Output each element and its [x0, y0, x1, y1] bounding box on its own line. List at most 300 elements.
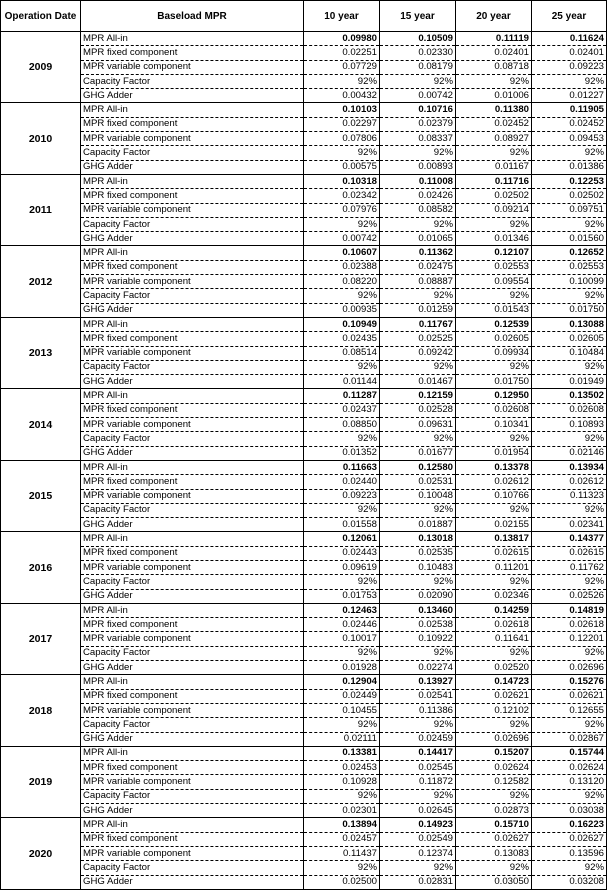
value-cell: 0.07976 — [304, 203, 380, 217]
value-cell: 0.11905 — [532, 103, 607, 117]
value-cell: 0.10017 — [304, 632, 380, 646]
row-label: MPR variable component — [81, 703, 304, 717]
table-row — [1, 632, 607, 646]
value-cell: 0.02452 — [456, 117, 532, 131]
value-cell: 0.02645 — [380, 804, 456, 818]
value-cell: 0.13502 — [532, 389, 607, 403]
value-cell: 92% — [532, 432, 607, 446]
row-label: MPR fixed component — [81, 475, 304, 489]
row-label: GHG Adder — [81, 875, 304, 889]
value-cell: 0.11663 — [304, 460, 380, 474]
row-label: MPR variable component — [81, 418, 304, 432]
row-label: GHG Adder — [81, 661, 304, 675]
value-cell: 0.02627 — [532, 832, 607, 846]
value-cell: 0.13120 — [532, 775, 607, 789]
value-cell: 0.01677 — [380, 446, 456, 460]
value-cell: 0.10509 — [380, 32, 456, 46]
value-cell: 0.09223 — [532, 60, 607, 74]
value-cell: 0.12539 — [456, 317, 532, 331]
table-row — [1, 818, 607, 832]
row-label: MPR fixed component — [81, 832, 304, 846]
operation-year: 2013 — [1, 317, 81, 388]
row-label: Capacity Factor — [81, 74, 304, 88]
table-row — [1, 861, 607, 875]
value-cell: 0.14819 — [532, 603, 607, 617]
value-cell: 0.01543 — [456, 303, 532, 317]
value-cell: 0.02624 — [532, 761, 607, 775]
row-label: MPR All-in — [81, 746, 304, 760]
table-row — [1, 232, 607, 246]
table-row — [1, 832, 607, 846]
value-cell: 0.02549 — [380, 832, 456, 846]
value-cell: 92% — [532, 503, 607, 517]
value-cell: 0.02330 — [380, 46, 456, 60]
value-cell: 0.11362 — [380, 246, 456, 260]
value-cell: 0.09619 — [304, 560, 380, 574]
value-cell: 92% — [304, 289, 380, 303]
value-cell: 0.12159 — [380, 389, 456, 403]
value-cell: 0.02251 — [304, 46, 380, 60]
operation-year: 2014 — [1, 389, 81, 460]
value-cell: 0.02615 — [532, 546, 607, 560]
value-cell: 92% — [532, 646, 607, 660]
table-row — [1, 74, 607, 88]
table-row — [1, 346, 607, 360]
value-cell: 0.01259 — [380, 303, 456, 317]
value-cell: 0.02090 — [380, 589, 456, 603]
value-cell: 0.02449 — [304, 689, 380, 703]
row-label: MPR All-in — [81, 103, 304, 117]
value-cell: 0.12463 — [304, 603, 380, 617]
value-cell: 0.02608 — [456, 403, 532, 417]
value-cell: 0.14723 — [456, 675, 532, 689]
row-label: MPR fixed component — [81, 332, 304, 346]
value-cell: 0.01227 — [532, 89, 607, 103]
value-cell: 0.00742 — [380, 89, 456, 103]
value-cell: 0.09453 — [532, 132, 607, 146]
value-cell: 0.10103 — [304, 103, 380, 117]
value-cell: 0.01750 — [532, 303, 607, 317]
header-term-15: 15 year — [380, 1, 456, 32]
value-cell: 0.02553 — [456, 260, 532, 274]
row-label: MPR variable component — [81, 60, 304, 74]
value-cell: 92% — [532, 718, 607, 732]
value-cell: 0.10318 — [304, 174, 380, 188]
value-cell: 92% — [380, 789, 456, 803]
value-cell: 92% — [380, 360, 456, 374]
value-cell: 0.01558 — [304, 518, 380, 532]
row-label: MPR All-in — [81, 317, 304, 331]
value-cell: 0.11287 — [304, 389, 380, 403]
operation-year: 2020 — [1, 818, 81, 889]
value-cell: 92% — [456, 360, 532, 374]
value-cell: 0.02301 — [304, 804, 380, 818]
row-label: MPR variable component — [81, 346, 304, 360]
table-row — [1, 703, 607, 717]
row-label: MPR All-in — [81, 389, 304, 403]
value-cell: 92% — [380, 861, 456, 875]
value-cell: 0.01065 — [380, 232, 456, 246]
value-cell: 0.02612 — [456, 475, 532, 489]
value-cell: 0.13018 — [380, 532, 456, 546]
value-cell: 0.01144 — [304, 375, 380, 389]
value-cell: 0.12374 — [380, 846, 456, 860]
value-cell: 0.10922 — [380, 632, 456, 646]
value-cell: 0.14377 — [532, 532, 607, 546]
row-label: MPR All-in — [81, 32, 304, 46]
value-cell: 0.02401 — [456, 46, 532, 60]
row-label: MPR All-in — [81, 246, 304, 260]
value-cell: 0.09223 — [304, 489, 380, 503]
row-label: MPR All-in — [81, 460, 304, 474]
value-cell: 0.09980 — [304, 32, 380, 46]
value-cell: 0.11323 — [532, 489, 607, 503]
row-label: Capacity Factor — [81, 861, 304, 875]
value-cell: 0.02873 — [456, 804, 532, 818]
row-label: MPR All-in — [81, 532, 304, 546]
value-cell: 0.09554 — [456, 275, 532, 289]
row-label: MPR variable component — [81, 489, 304, 503]
value-cell: 92% — [380, 718, 456, 732]
value-cell: 0.08850 — [304, 418, 380, 432]
value-cell: 0.00575 — [304, 160, 380, 174]
row-label: MPR variable component — [81, 203, 304, 217]
table-row — [1, 546, 607, 560]
value-cell: 0.08718 — [456, 60, 532, 74]
value-cell: 0.01346 — [456, 232, 532, 246]
table-row — [1, 518, 607, 532]
value-cell: 0.08887 — [380, 275, 456, 289]
value-cell: 0.02452 — [532, 117, 607, 131]
table-row — [1, 532, 607, 546]
operation-year: 2018 — [1, 675, 81, 746]
value-cell: 92% — [304, 861, 380, 875]
value-cell: 0.02453 — [304, 761, 380, 775]
table-row — [1, 360, 607, 374]
value-cell: 0.10455 — [304, 703, 380, 717]
value-cell: 0.02435 — [304, 332, 380, 346]
value-cell: 92% — [380, 503, 456, 517]
row-label: Capacity Factor — [81, 432, 304, 446]
table-row — [1, 560, 607, 574]
table-row — [1, 432, 607, 446]
value-cell: 0.15207 — [456, 746, 532, 760]
value-cell: 0.02401 — [532, 46, 607, 60]
value-cell: 0.00893 — [380, 160, 456, 174]
table-row — [1, 789, 607, 803]
table-body — [1, 32, 607, 890]
value-cell: 0.10048 — [380, 489, 456, 503]
table-row — [1, 289, 607, 303]
value-cell: 0.09751 — [532, 203, 607, 217]
table-row — [1, 275, 607, 289]
value-cell: 0.02535 — [380, 546, 456, 560]
value-cell: 0.01928 — [304, 661, 380, 675]
value-cell: 0.02502 — [456, 189, 532, 203]
row-label: GHG Adder — [81, 446, 304, 460]
value-cell: 0.02624 — [456, 761, 532, 775]
table-row — [1, 89, 607, 103]
table-row — [1, 475, 607, 489]
row-label: MPR fixed component — [81, 260, 304, 274]
value-cell: 0.02457 — [304, 832, 380, 846]
row-label: MPR variable component — [81, 775, 304, 789]
value-cell: 92% — [532, 217, 607, 231]
value-cell: 0.15710 — [456, 818, 532, 832]
value-cell: 0.12652 — [532, 246, 607, 260]
value-cell: 92% — [380, 432, 456, 446]
operation-year: 2017 — [1, 603, 81, 674]
value-cell: 0.10893 — [532, 418, 607, 432]
row-label: GHG Adder — [81, 303, 304, 317]
table-row — [1, 446, 607, 460]
value-cell: 0.02146 — [532, 446, 607, 460]
row-label: MPR All-in — [81, 818, 304, 832]
value-cell: 0.01352 — [304, 446, 380, 460]
value-cell: 0.09242 — [380, 346, 456, 360]
value-cell: 0.08927 — [456, 132, 532, 146]
table-row — [1, 174, 607, 188]
row-label: MPR All-in — [81, 675, 304, 689]
value-cell: 92% — [456, 74, 532, 88]
table-row — [1, 375, 607, 389]
table-row — [1, 132, 607, 146]
table-row — [1, 761, 607, 775]
value-cell: 92% — [456, 432, 532, 446]
value-cell: 0.02426 — [380, 189, 456, 203]
value-cell: 0.16223 — [532, 818, 607, 832]
value-cell: 0.02341 — [532, 518, 607, 532]
value-cell: 92% — [304, 718, 380, 732]
value-cell: 0.11386 — [380, 703, 456, 717]
value-cell: 0.02608 — [532, 403, 607, 417]
value-cell: 92% — [532, 575, 607, 589]
row-label: Capacity Factor — [81, 360, 304, 374]
table-row — [1, 575, 607, 589]
value-cell: 0.10766 — [456, 489, 532, 503]
table-row — [1, 618, 607, 632]
value-cell: 0.01560 — [532, 232, 607, 246]
table-row — [1, 117, 607, 131]
table-row — [1, 103, 607, 117]
value-cell: 0.00935 — [304, 303, 380, 317]
value-cell: 0.11201 — [456, 560, 532, 574]
value-cell: 0.12950 — [456, 389, 532, 403]
table-row — [1, 60, 607, 74]
table-row — [1, 460, 607, 474]
table-row — [1, 146, 607, 160]
row-label: MPR fixed component — [81, 403, 304, 417]
row-label: GHG Adder — [81, 732, 304, 746]
value-cell: 0.01467 — [380, 375, 456, 389]
value-cell: 0.02528 — [380, 403, 456, 417]
row-label: MPR variable component — [81, 132, 304, 146]
value-cell: 92% — [532, 74, 607, 88]
value-cell: 0.12102 — [456, 703, 532, 717]
value-cell: 92% — [456, 575, 532, 589]
value-cell: 0.02388 — [304, 260, 380, 274]
value-cell: 0.10341 — [456, 418, 532, 432]
row-label: GHG Adder — [81, 518, 304, 532]
table-row — [1, 418, 607, 432]
value-cell: 0.01887 — [380, 518, 456, 532]
value-cell: 92% — [380, 217, 456, 231]
value-cell: 0.02526 — [532, 589, 607, 603]
value-cell: 92% — [380, 74, 456, 88]
header-operation-date: Operation Date — [1, 1, 81, 32]
value-cell: 0.02155 — [456, 518, 532, 532]
operation-year: 2009 — [1, 32, 81, 103]
operation-year: 2016 — [1, 532, 81, 603]
table-row — [1, 317, 607, 331]
table-row — [1, 389, 607, 403]
table-row — [1, 646, 607, 660]
table-row — [1, 160, 607, 174]
value-cell: 0.13088 — [532, 317, 607, 331]
value-cell: 0.13083 — [456, 846, 532, 860]
value-cell: 0.13894 — [304, 818, 380, 832]
value-cell: 0.02605 — [532, 332, 607, 346]
value-cell: 0.11624 — [532, 32, 607, 46]
table-row — [1, 260, 607, 274]
table-row — [1, 217, 607, 231]
row-label: MPR variable component — [81, 846, 304, 860]
value-cell: 0.12253 — [532, 174, 607, 188]
value-cell: 0.12107 — [456, 246, 532, 260]
value-cell: 0.03050 — [456, 875, 532, 889]
value-cell: 0.11119 — [456, 32, 532, 46]
value-cell: 0.11762 — [532, 560, 607, 574]
row-label: Capacity Factor — [81, 289, 304, 303]
value-cell: 92% — [304, 575, 380, 589]
table-row — [1, 203, 607, 217]
value-cell: 0.11437 — [304, 846, 380, 860]
table-row — [1, 804, 607, 818]
value-cell: 92% — [456, 503, 532, 517]
value-cell: 92% — [304, 789, 380, 803]
value-cell: 0.11008 — [380, 174, 456, 188]
row-label: MPR All-in — [81, 174, 304, 188]
value-cell: 0.13817 — [456, 532, 532, 546]
value-cell: 92% — [304, 360, 380, 374]
value-cell: 92% — [532, 861, 607, 875]
row-label: GHG Adder — [81, 232, 304, 246]
value-cell: 0.10483 — [380, 560, 456, 574]
value-cell: 0.12655 — [532, 703, 607, 717]
value-cell: 0.10928 — [304, 775, 380, 789]
value-cell: 92% — [532, 789, 607, 803]
value-cell: 92% — [456, 861, 532, 875]
row-label: MPR fixed component — [81, 546, 304, 560]
value-cell: 0.03038 — [532, 804, 607, 818]
table-row — [1, 503, 607, 517]
value-cell: 0.02538 — [380, 618, 456, 632]
value-cell: 0.07729 — [304, 60, 380, 74]
row-label: Capacity Factor — [81, 503, 304, 517]
table-row — [1, 746, 607, 760]
row-label: Capacity Factor — [81, 575, 304, 589]
value-cell: 0.02531 — [380, 475, 456, 489]
value-cell: 0.12201 — [532, 632, 607, 646]
value-cell: 0.01006 — [456, 89, 532, 103]
value-cell: 0.02615 — [456, 546, 532, 560]
value-cell: 0.08582 — [380, 203, 456, 217]
value-cell: 92% — [380, 646, 456, 660]
value-cell: 0.00742 — [304, 232, 380, 246]
value-cell: 92% — [532, 289, 607, 303]
value-cell: 0.10949 — [304, 317, 380, 331]
table-row — [1, 46, 607, 60]
value-cell: 0.15276 — [532, 675, 607, 689]
value-cell: 92% — [304, 74, 380, 88]
value-cell: 0.02541 — [380, 689, 456, 703]
row-label: MPR fixed component — [81, 46, 304, 60]
value-cell: 0.13460 — [380, 603, 456, 617]
value-cell: 0.02545 — [380, 761, 456, 775]
table-row — [1, 689, 607, 703]
value-cell: 0.14417 — [380, 746, 456, 760]
value-cell: 0.02621 — [532, 689, 607, 703]
value-cell: 0.14259 — [456, 603, 532, 617]
header-term-25: 25 year — [532, 1, 607, 32]
operation-year: 2012 — [1, 246, 81, 317]
value-cell: 92% — [304, 217, 380, 231]
value-cell: 0.02346 — [456, 589, 532, 603]
value-cell: 0.02605 — [456, 332, 532, 346]
header-baseload-mpr: Baseload MPR — [81, 1, 304, 32]
table-row — [1, 732, 607, 746]
value-cell: 0.08514 — [304, 346, 380, 360]
value-cell: 0.15744 — [532, 746, 607, 760]
table-row — [1, 246, 607, 260]
value-cell: 0.02553 — [532, 260, 607, 274]
value-cell: 92% — [456, 217, 532, 231]
value-cell: 0.01167 — [456, 160, 532, 174]
value-cell: 0.01386 — [532, 160, 607, 174]
table-row — [1, 403, 607, 417]
row-label: Capacity Factor — [81, 646, 304, 660]
value-cell: 92% — [456, 289, 532, 303]
value-cell: 0.02618 — [532, 618, 607, 632]
value-cell: 0.02475 — [380, 260, 456, 274]
value-cell: 0.09631 — [380, 418, 456, 432]
value-cell: 0.03208 — [532, 875, 607, 889]
value-cell: 0.02696 — [456, 732, 532, 746]
value-cell: 0.01753 — [304, 589, 380, 603]
value-cell: 0.11716 — [456, 174, 532, 188]
value-cell: 0.02500 — [304, 875, 380, 889]
operation-year: 2010 — [1, 103, 81, 174]
value-cell: 92% — [532, 360, 607, 374]
value-cell: 0.02111 — [304, 732, 380, 746]
value-cell: 0.02443 — [304, 546, 380, 560]
value-cell: 0.08179 — [380, 60, 456, 74]
table-row — [1, 875, 607, 889]
value-cell: 0.01949 — [532, 375, 607, 389]
table-row — [1, 846, 607, 860]
value-cell: 0.13934 — [532, 460, 607, 474]
value-cell: 0.12580 — [380, 460, 456, 474]
value-cell: 92% — [456, 718, 532, 732]
value-cell: 0.02297 — [304, 117, 380, 131]
value-cell: 0.02440 — [304, 475, 380, 489]
value-cell: 0.01750 — [456, 375, 532, 389]
value-cell: 0.02618 — [456, 618, 532, 632]
value-cell: 0.01954 — [456, 446, 532, 460]
value-cell: 0.02831 — [380, 875, 456, 889]
row-label: Capacity Factor — [81, 789, 304, 803]
row-label: MPR fixed component — [81, 117, 304, 131]
